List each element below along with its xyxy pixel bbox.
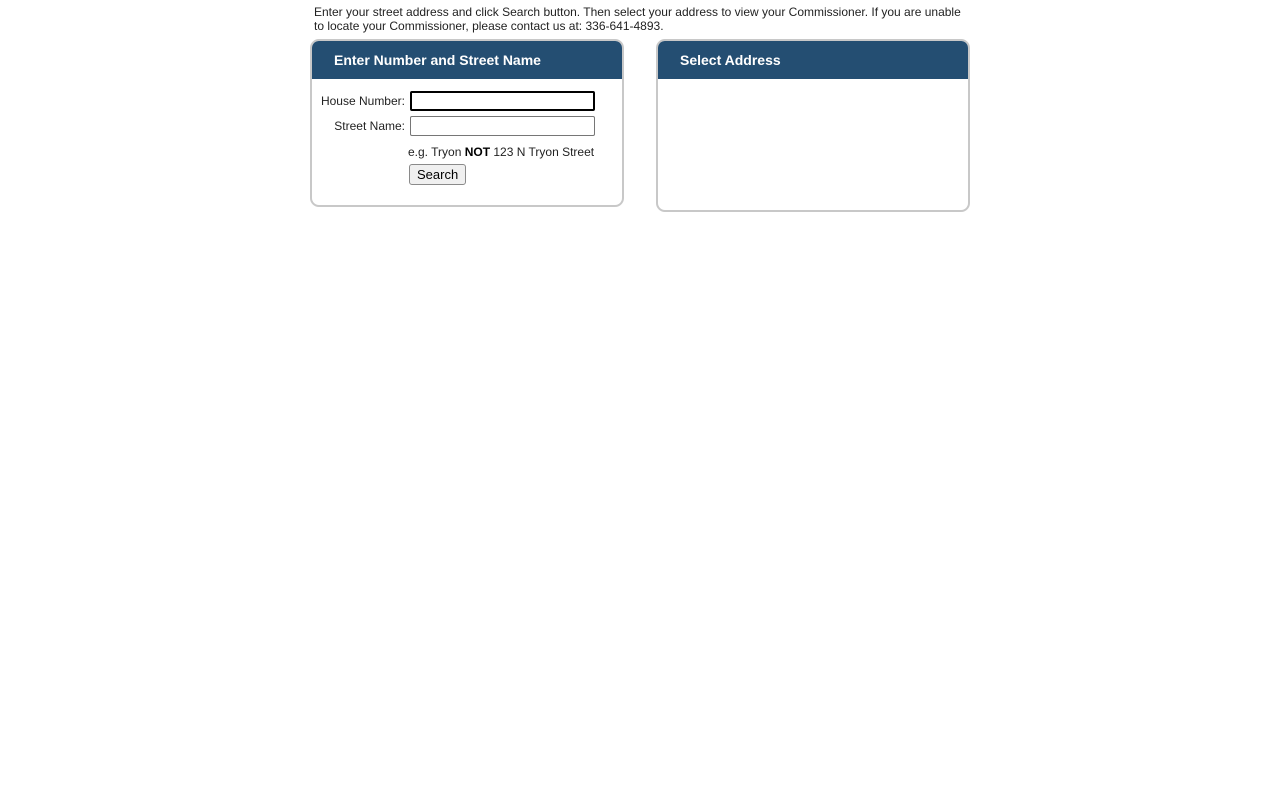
street-name-input[interactable]: [410, 116, 595, 136]
search-button[interactable]: Search: [409, 164, 466, 185]
hint-suffix: 123 N Tryon Street: [490, 145, 595, 159]
address-entry-panel-title: Enter Number and Street Name: [312, 41, 622, 79]
house-number-input[interactable]: [410, 91, 595, 111]
address-results-area: [658, 79, 968, 204]
street-name-hint: [408, 145, 594, 159]
hint-prefix: e.g. Tryon: [408, 145, 465, 159]
house-number-row: [318, 91, 595, 111]
select-address-panel: [656, 39, 970, 212]
house-number-label: House Number:: [320, 94, 405, 108]
hint-emphasis: NOT: [464, 145, 491, 159]
select-address-panel-title: Select Address: [658, 41, 968, 79]
street-name-row: [318, 116, 595, 136]
address-entry-panel: [310, 39, 624, 207]
intro-instructions: Enter your street address and click Search button. Then select your address to view your Commissioner. If you are unable to locate your Commissioner, please contact us at: 336-641-4893.: [314, 5, 961, 33]
street-name-label: Street Name:: [334, 119, 405, 133]
